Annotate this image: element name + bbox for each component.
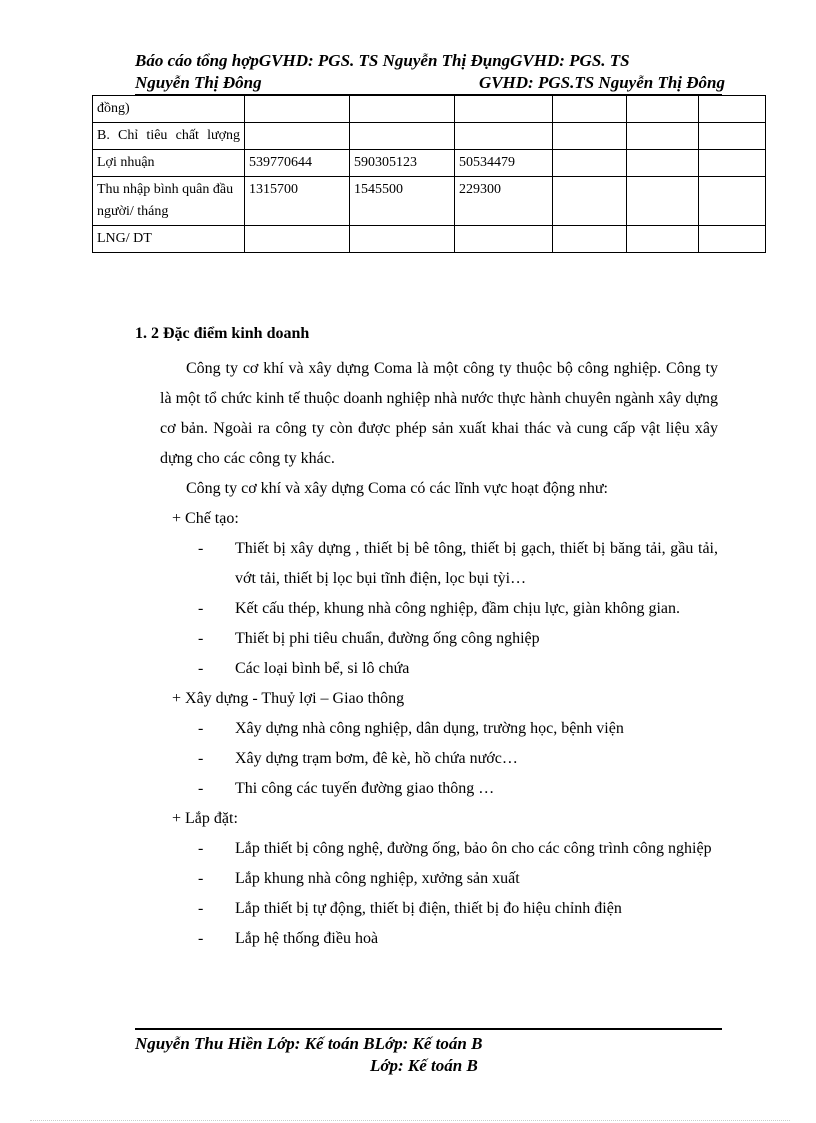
dash-marker: - [198,720,204,737]
list-item [160,774,718,804]
list-item [160,534,718,594]
section-body [160,354,718,954]
table-row [93,177,766,226]
header-supervisor: GVHD: PGS.TS Nguyễn Thị Đông [478,73,725,92]
list-item [160,864,718,894]
table-cell [350,96,455,123]
table-cell [245,123,350,150]
table-cell: 229300 [455,177,553,226]
list-item [160,834,718,864]
dash-marker: - [198,600,204,617]
table-cell: 1315700 [245,177,350,226]
table-cell [455,123,553,150]
page-footer [135,1033,725,1077]
table-cell [455,96,553,123]
indicator-table [92,95,766,253]
table-cell: đồng) [93,96,245,123]
dash-marker: - [198,840,204,857]
list-item [160,624,718,654]
header-line-1: Báo cáo tổng hợpGVHD: PGS. TS Nguyễn Thị ĐụngGVHD: PGS. TS [135,51,630,70]
table-cell [699,96,766,123]
list-item [160,924,718,954]
footer-line-2: Lớp: Kế toán B [370,1056,478,1075]
category-label: + Xây dựng - Thuỷ lợi – Giao thông [172,690,405,707]
row-label: B. Chỉ tiêu chất lượng [97,128,240,143]
dash-marker: - [198,900,204,917]
list-item-text: Lắp thiết bị công nghệ, đường ống, bảo ôn cho các công trình công nghiệp [235,840,712,857]
table-cell [455,226,553,253]
dash-marker: - [198,660,204,677]
list-item-text: Các loại bình bể, si lô chứa [235,660,410,677]
list-item [160,894,718,924]
list-item-text: Kết cấu thép, khung nhà công nghiệp, đầm chịu lực, giàn không gian. [235,600,681,617]
table-cell [93,123,245,150]
section-title: 1. 2 Đặc điểm kinh doanh [135,325,310,342]
page-edge-divider [30,1120,790,1121]
table-cell [245,96,350,123]
table-cell: 50534479 [455,150,553,177]
activities-intro: Công ty cơ khí và xây dựng Coma có các lĩnh vực hoạt động như: [186,480,608,497]
header-author: Nguyễn Thị Đông [135,73,262,92]
table-cell: 1545500 [350,177,455,226]
dash-marker: - [198,750,204,767]
table-cell [553,123,627,150]
table-cell: Thu nhập bình quân đầu người/ tháng [93,177,245,226]
footer-rule [135,1028,722,1030]
dash-marker: - [198,780,204,797]
table-row [93,226,766,253]
table-cell: Lợi nhuận [93,150,245,177]
list-item-text: Thiết bị phi tiêu chuẩn, đường ống công nghiệp [235,630,540,647]
dash-marker: - [198,540,204,557]
list-item-text: Lắp hệ thống điều hoà [235,930,379,947]
table-cell [245,226,350,253]
table-cell [553,96,627,123]
table-cell [553,177,627,226]
dash-marker: - [198,870,204,887]
dash-marker: - [198,630,204,647]
table-cell [627,96,699,123]
table-cell [627,123,699,150]
category-label: + Lắp đặt: [172,810,238,827]
list-item-text: Lắp thiết bị tự động, thiết bị điện, thiết bị đo hiệu chỉnh điện [235,900,622,917]
list-item [160,594,718,624]
table-cell [699,123,766,150]
category-label: + Chế tạo: [172,510,239,527]
table-row [93,96,766,123]
intro-paragraph: Công ty cơ khí và xây dựng Coma là một công ty thuộc bộ công nghiệp. Công ty là một tổ chức kinh tế thuộc doanh nghiệp nhà nước thực hành chuyên ngành xây dựng cơ bản. Ngoài ra công ty còn được phép sản xuất khai thác và cung cấp vật liệu xây dựng cho các công ty khác. [160,360,718,467]
table-cell [627,226,699,253]
header-line-2 [135,72,725,94]
table-cell [699,150,766,177]
list-item-text: Lắp khung nhà công nghiệp, xưởng sản xuất [235,870,520,887]
table-cell [627,177,699,226]
table-cell: LNG/ DT [93,226,245,253]
footer-line-1: Nguyễn Thu Hiền Lớp: Kế toán BLớp: Kế toán B [135,1034,483,1053]
table-cell [553,150,627,177]
list-item-text: Thi công các tuyến đường giao thông … [235,780,495,797]
table-cell [553,226,627,253]
table-row [93,150,766,177]
table-cell [350,123,455,150]
dash-marker: - [198,930,204,947]
list-item-text: Xây dựng nhà công nghiệp, dân dụng, trường học, bệnh viện [235,720,624,737]
table-cell [699,177,766,226]
table-cell [699,226,766,253]
table-cell: 590305123 [350,150,455,177]
list-item [160,744,718,774]
list-item [160,654,718,684]
list-item [160,714,718,744]
table-cell: 539770644 [245,150,350,177]
table-cell [627,150,699,177]
list-item-text: Thiết bị xây dựng , thiết bị bê tông, thiết bị gạch, thiết bị băng tải, gầu tải, vớt tải, thiết bị lọc bụi tĩnh điện, lọc bụi tỳi… [235,540,718,587]
table-row [93,123,766,150]
list-item-text: Xây dựng trạm bơm, đê kè, hồ chứa nước… [235,750,518,767]
page-header [135,50,725,94]
table-cell [350,226,455,253]
